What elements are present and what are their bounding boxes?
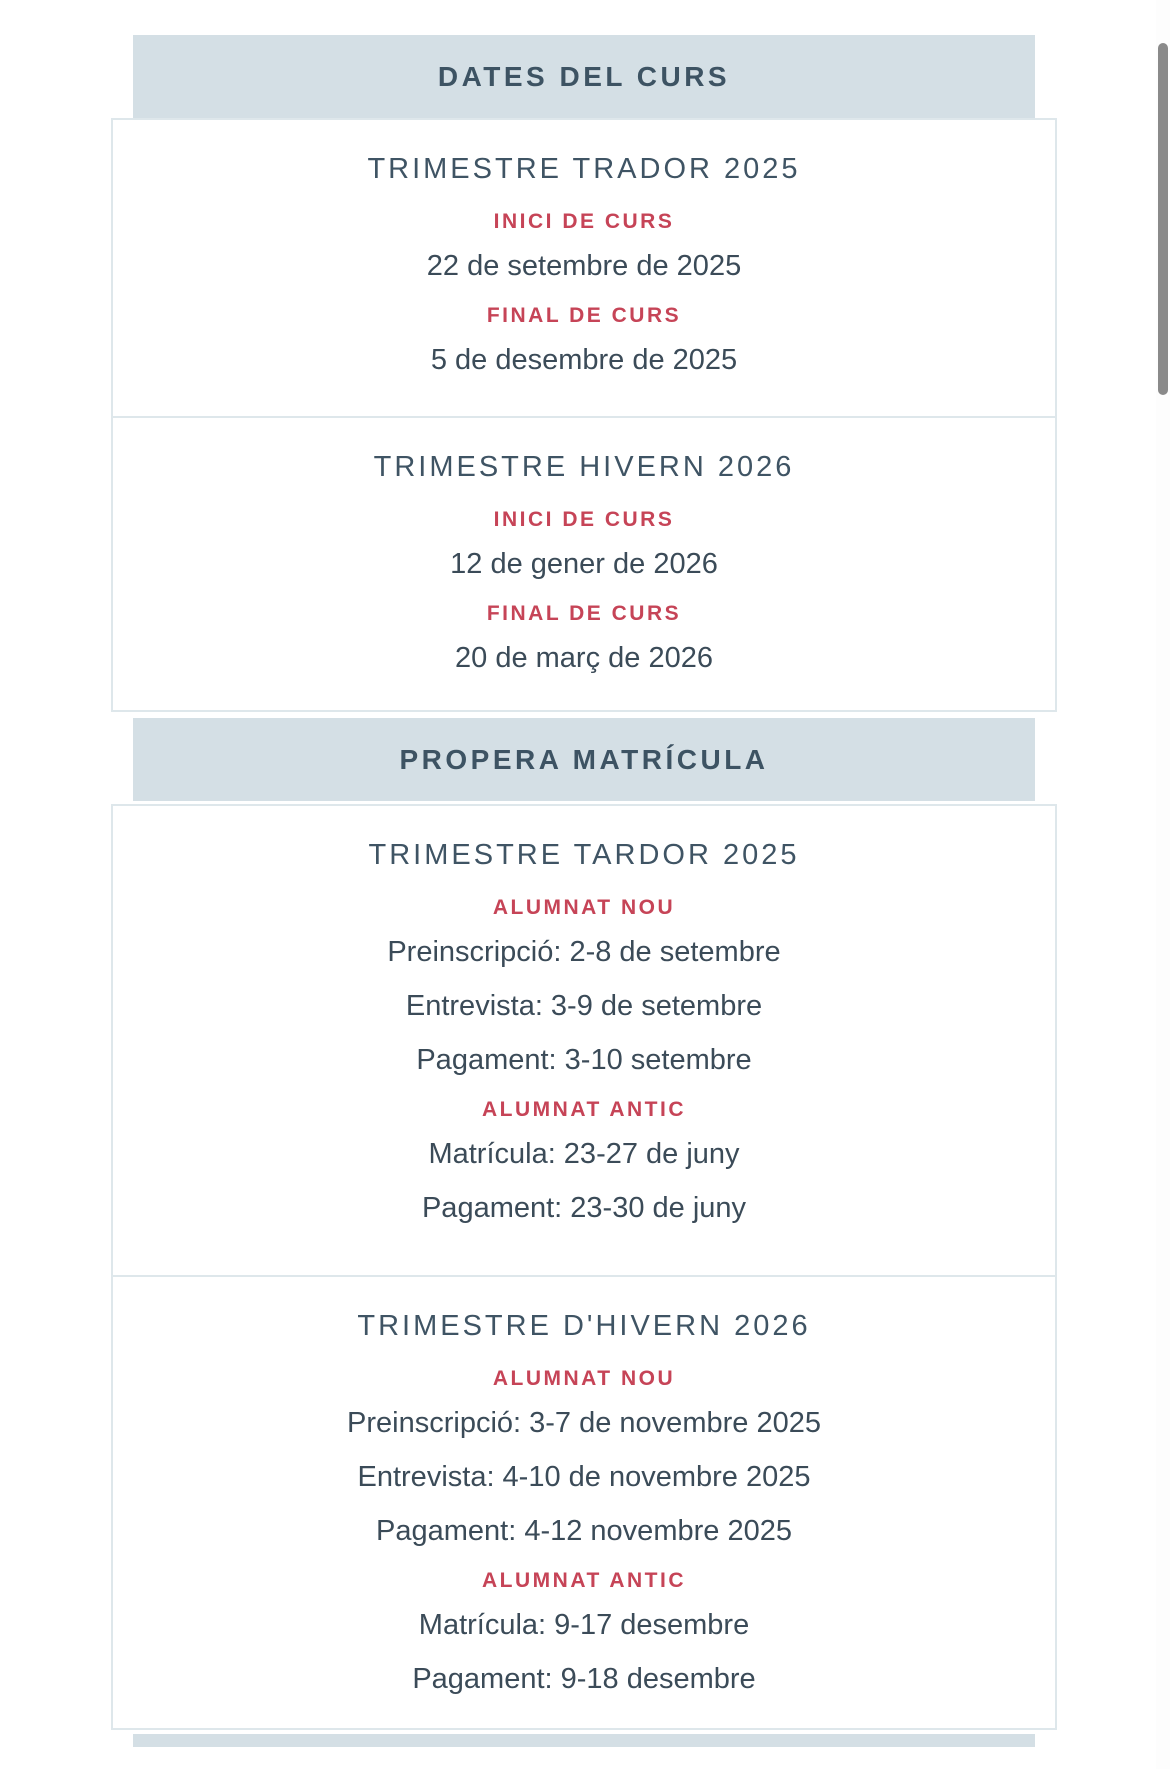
- period-label-alumnat-antic: ALUMNAT ANTIC: [482, 1098, 686, 1121]
- period-value: 22 de setembre de 2025: [426, 250, 742, 282]
- period-value: Matrícula: 9-17 desembre: [418, 1609, 750, 1641]
- enrollment-section-tardor-2025: [113, 806, 1055, 1275]
- trimester-title: TRIMESTRE TRADOR 2025: [367, 153, 801, 185]
- scrollbar-thumb[interactable]: [1158, 43, 1168, 395]
- content-column: [111, 0, 1057, 1747]
- next-section-band-partial: [133, 1734, 1035, 1747]
- period-label-alumnat-nou: ALUMNAT NOU: [492, 1367, 676, 1390]
- section-header-text: PROPERA MATRÍCULA: [399, 743, 769, 775]
- period-value: Matrícula: 23-27 de juny: [428, 1138, 740, 1170]
- period-label-inici: INICI DE CURS: [493, 508, 675, 531]
- trimester-title: TRIMESTRE TARDOR 2025: [368, 839, 800, 871]
- trimester-title: TRIMESTRE D'HIVERN 2026: [357, 1310, 811, 1342]
- period-label-final: FINAL DE CURS: [486, 602, 682, 625]
- section-header-band-propera-matricula: [133, 718, 1035, 801]
- period-label-alumnat-antic: ALUMNAT ANTIC: [482, 1569, 686, 1592]
- period-value: Entrevista: 4-10 de novembre 2025: [357, 1461, 811, 1493]
- enrollment-section-hivern-2026: [113, 1275, 1055, 1728]
- period-value: 5 de desembre de 2025: [430, 344, 738, 376]
- period-value: 20 de març de 2026: [455, 642, 713, 674]
- period-value: Preinscripció: 2-8 de setembre: [387, 936, 781, 968]
- course-dates-card: [111, 118, 1057, 712]
- enrollment-card: [111, 804, 1057, 1730]
- section-header-band-dates-del-curs: [133, 35, 1035, 118]
- period-value: 12 de gener de 2026: [450, 548, 718, 580]
- period-value: Pagament: 9-18 desembre: [412, 1663, 756, 1695]
- trimester-title: TRIMESTRE HIVERN 2026: [373, 451, 795, 483]
- period-value: Entrevista: 3-9 de setembre: [405, 990, 763, 1022]
- period-value: Pagament: 3-10 setembre: [416, 1044, 752, 1076]
- period-label-final: FINAL DE CURS: [486, 304, 682, 327]
- period-label-inici: INICI DE CURS: [493, 210, 675, 233]
- trimester-section-hivern-2026: [113, 416, 1055, 710]
- period-value: Preinscripció: 3-7 de novembre 2025: [347, 1407, 821, 1439]
- period-value: Pagament: 23-30 de juny: [421, 1192, 747, 1224]
- period-value: Pagament: 4-12 novembre 2025: [376, 1515, 792, 1547]
- section-header-text: DATES DEL CURS: [437, 60, 731, 92]
- scrollbar-track[interactable]: [1156, 0, 1170, 1769]
- trimester-section-tardor-2025: [113, 120, 1055, 416]
- period-label-alumnat-nou: ALUMNAT NOU: [492, 896, 676, 919]
